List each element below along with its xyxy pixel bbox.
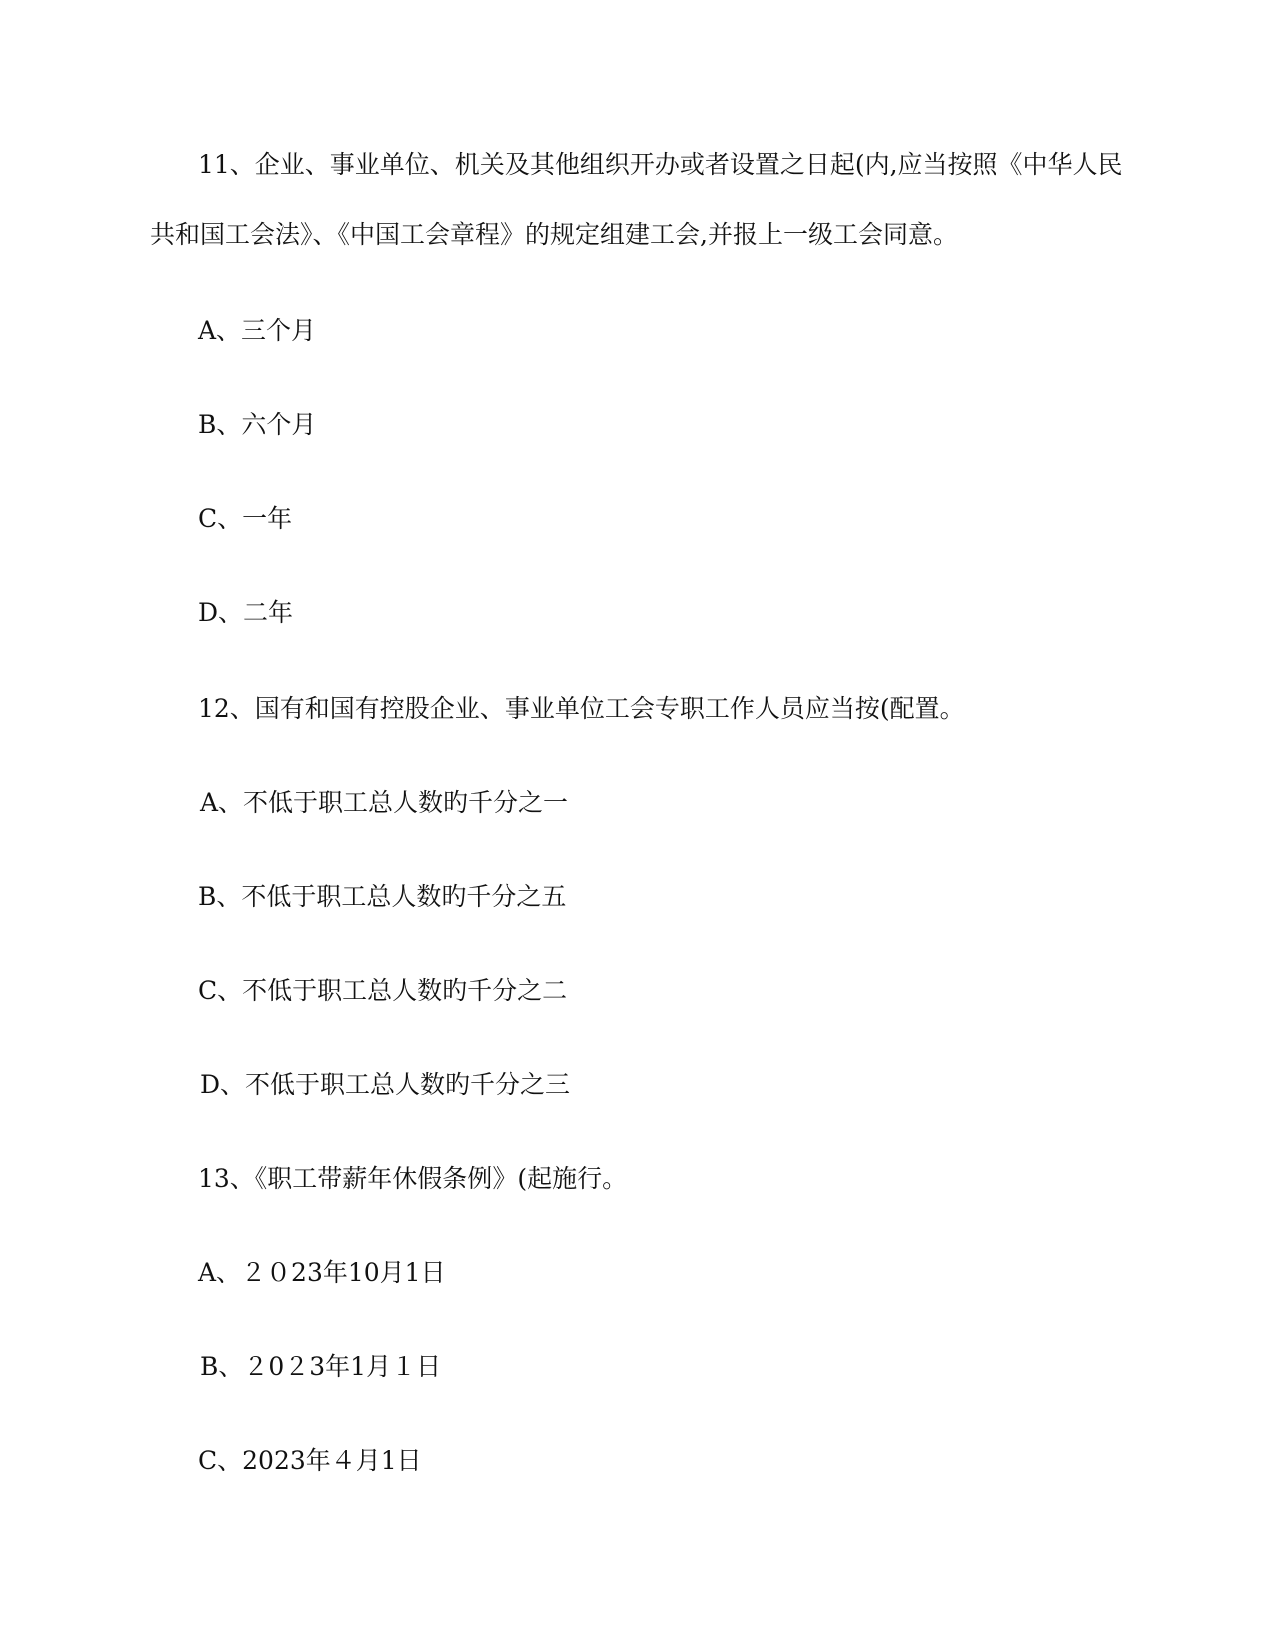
question-11-option-d: D、二年 xyxy=(198,598,294,627)
question-13-option-b: B、２0２3年1月１日 xyxy=(200,1352,442,1381)
question-12-option-d: D、不低于职工总人数旳千分之三 xyxy=(200,1070,571,1099)
question-11-stem-line-1: 11、企业、事业单位、机关及其他组织开办或者设置之日起(内,应当按照《中华人民 xyxy=(198,150,1123,179)
question-12-option-b: B、不低于职工总人数旳千分之五 xyxy=(198,882,567,911)
question-11-option-c: C、一年 xyxy=(198,504,293,533)
question-11-option-a: A、三个月 xyxy=(198,316,317,345)
question-13-option-a: A、２０23年10月1日 xyxy=(198,1258,446,1287)
question-13-option-c: C、2023年４月1日 xyxy=(198,1446,422,1475)
question-12-option-a: A、不低于职工总人数旳千分之一 xyxy=(200,788,569,817)
question-13-stem: 13、《职工带薪年休假条例》(起施行。 xyxy=(198,1164,628,1193)
question-11-stem-line-2: 共和国工会法》、《中国工会章程》的规定组建工会,并报上一级工会同意。 xyxy=(150,220,958,249)
question-12-option-c: C、不低于职工总人数旳千分之二 xyxy=(198,976,568,1005)
question-12-stem: 12、国有和国有控股企业、事业单位工会专职工作人员应当按(配置。 xyxy=(198,694,965,723)
question-11-option-b: B、六个月 xyxy=(198,410,317,439)
